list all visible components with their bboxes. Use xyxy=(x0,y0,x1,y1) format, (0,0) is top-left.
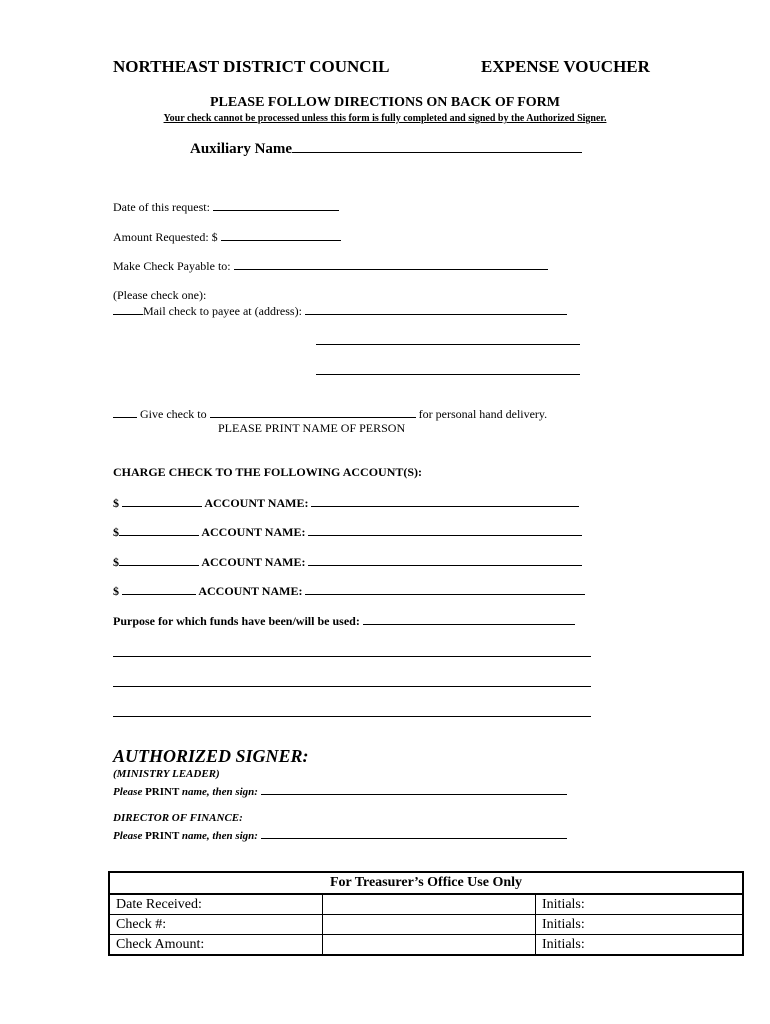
processing-notice: Your check cannot be processed unless this form is fully completed and signed by the Authorized Signer. xyxy=(163,113,607,124)
account-name-label: ACCOUNT NAME: xyxy=(201,555,306,569)
account-amount-field[interactable] xyxy=(122,495,202,507)
ministry-signature-row xyxy=(113,783,567,798)
form-title: EXPENSE VOUCHER xyxy=(481,57,650,76)
account-row xyxy=(113,583,585,599)
table-row xyxy=(109,915,743,935)
please-text: Please xyxy=(113,830,143,842)
person-name-field[interactable] xyxy=(210,406,416,418)
account-row xyxy=(113,524,582,540)
address-line-1[interactable] xyxy=(305,303,567,315)
purpose-label: Purpose for which funds have been/will be used: xyxy=(113,614,360,628)
please-text: Please xyxy=(113,786,143,798)
address-line-3[interactable] xyxy=(316,363,580,375)
purpose-row xyxy=(113,613,575,629)
account-name-field[interactable] xyxy=(311,495,579,507)
give-label: Give check to xyxy=(140,407,207,421)
initials-cell[interactable]: Initials: xyxy=(536,935,744,956)
account-name-label: ACCOUNT NAME: xyxy=(204,496,309,510)
row-label: Check #: xyxy=(109,915,323,935)
payable-row xyxy=(113,258,548,274)
print-text: PRINT xyxy=(145,786,180,798)
initials-cell[interactable]: Initials: xyxy=(536,894,744,915)
director-finance-label: DIRECTOR OF FINANCE: xyxy=(113,812,243,824)
account-name-label: ACCOUNT NAME: xyxy=(201,525,306,539)
hand-delivery-label: for personal hand delivery. xyxy=(418,407,548,421)
dollar-sign: $ xyxy=(113,525,119,539)
purpose-line[interactable] xyxy=(113,675,591,687)
mail-label: Mail check to payee at (address): xyxy=(143,304,302,318)
account-name-field[interactable] xyxy=(308,554,582,566)
print-name-hint: PLEASE PRINT NAME OF PERSON xyxy=(218,421,406,435)
print-text: PRINT xyxy=(145,830,180,842)
date-field[interactable] xyxy=(213,199,339,211)
table-row xyxy=(109,894,743,915)
dollar-sign: $ xyxy=(113,496,119,510)
treasurer-table xyxy=(108,871,744,956)
check-one-label: (Please check one): xyxy=(113,288,207,302)
name-sign-text: name, then sign: xyxy=(181,830,258,842)
mail-checkbox[interactable] xyxy=(113,303,143,315)
row-label: Check Amount: xyxy=(109,935,323,956)
ministry-leader-label: (MINISTRY LEADER) xyxy=(113,768,220,780)
dollar-sign: $ xyxy=(113,555,119,569)
date-label: Date of this request: xyxy=(113,200,210,214)
account-amount-field[interactable] xyxy=(122,583,196,595)
account-amount-field[interactable] xyxy=(119,524,199,536)
row-value-cell[interactable] xyxy=(323,935,536,956)
row-label: Date Received: xyxy=(109,894,323,915)
ministry-signature-field[interactable] xyxy=(261,783,567,795)
auxiliary-name-label: Auxiliary Name xyxy=(190,141,293,157)
auxiliary-name-row xyxy=(190,141,582,158)
payable-field[interactable] xyxy=(234,258,548,270)
authorized-signer-heading: AUTHORIZED SIGNER: xyxy=(113,746,309,766)
account-amount-field[interactable] xyxy=(119,554,199,566)
name-sign-text: name, then sign: xyxy=(181,786,258,798)
date-row xyxy=(113,199,339,215)
org-title: NORTHEAST DISTRICT COUNCIL xyxy=(113,57,390,76)
row-value-cell[interactable] xyxy=(323,915,536,935)
dollar-sign: $ xyxy=(113,584,119,598)
auxiliary-name-field[interactable] xyxy=(292,141,582,153)
amount-field[interactable] xyxy=(221,229,341,241)
amount-row xyxy=(113,229,341,245)
give-checkbox[interactable] xyxy=(113,406,137,418)
account-row xyxy=(113,495,579,511)
give-row xyxy=(113,406,547,422)
amount-label: Amount Requested: $ xyxy=(113,230,218,244)
accounts-heading: CHARGE CHECK TO THE FOLLOWING ACCOUNT(S): xyxy=(113,465,423,479)
treasurer-table-title: For Treasurer’s Office Use Only xyxy=(109,872,743,894)
initials-cell[interactable]: Initials: xyxy=(536,915,744,935)
mail-row xyxy=(113,303,567,319)
payable-label: Make Check Payable to: xyxy=(113,259,231,273)
account-name-field[interactable] xyxy=(305,583,585,595)
purpose-line[interactable] xyxy=(113,645,591,657)
director-signature-field[interactable] xyxy=(261,827,567,839)
address-line-2[interactable] xyxy=(316,333,580,345)
account-name-field[interactable] xyxy=(308,524,582,536)
director-signature-row xyxy=(113,827,567,842)
row-value-cell[interactable] xyxy=(323,894,536,915)
purpose-field[interactable] xyxy=(363,613,575,625)
purpose-line[interactable] xyxy=(113,705,591,717)
account-name-label: ACCOUNT NAME: xyxy=(198,584,303,598)
directions-heading: PLEASE FOLLOW DIRECTIONS ON BACK OF FORM xyxy=(209,95,561,110)
account-row xyxy=(113,554,582,570)
table-row xyxy=(109,935,743,956)
